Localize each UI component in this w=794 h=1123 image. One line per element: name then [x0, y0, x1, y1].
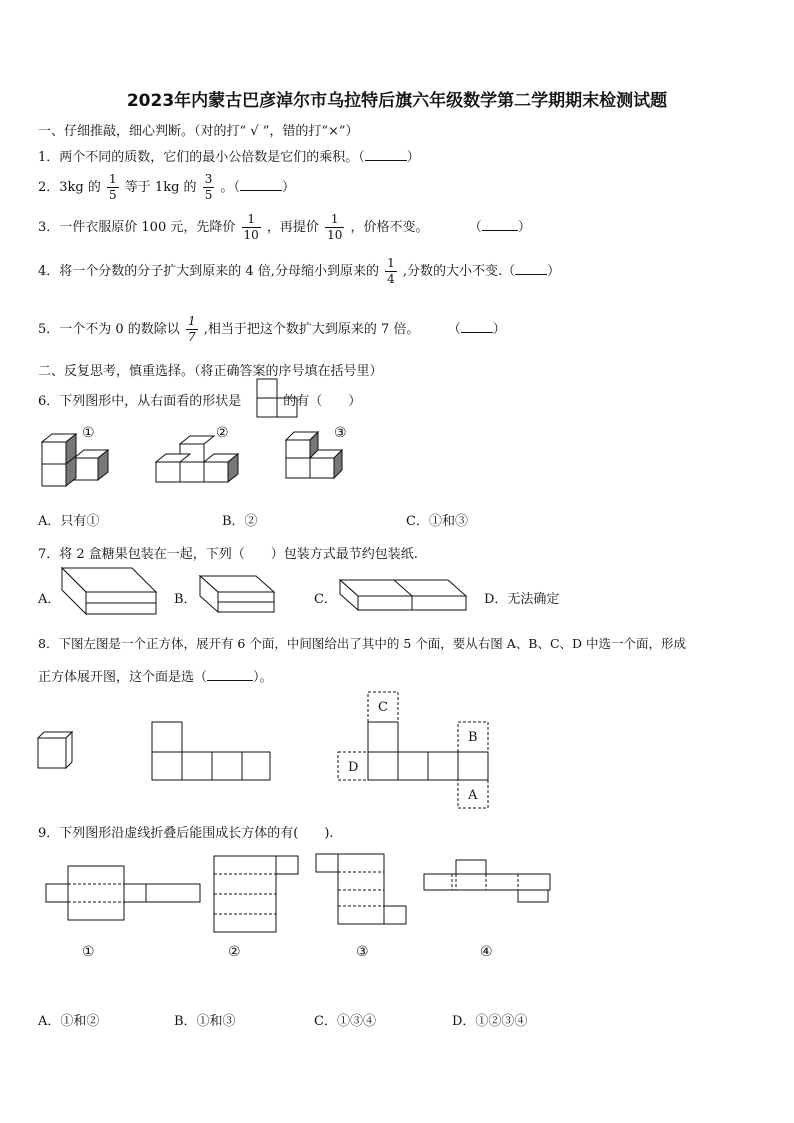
question-8-line-2: 正方体展开图，这个面是选（ ）。: [38, 670, 273, 685]
question-1: 1．两个不同的质数，它们的最小公倍数是它们的乘积。（ ）: [38, 150, 420, 165]
q9-option-b[interactable]: B．①和③: [174, 1014, 236, 1029]
face-label-a[interactable]: A: [468, 788, 478, 803]
question-9-stem: 9．下列图形沿虚线折叠后能围成长方体的有( ).: [38, 826, 334, 841]
mark-1: ①: [82, 425, 95, 441]
answer-blank[interactable]: [365, 160, 407, 161]
package-b: [198, 574, 278, 616]
question-8-line-1: 8．下图左图是一个正方体，展开有 6 个面，中间图给出了其中的 5 个面，要从右图 A、B、C、D 中选一个面，形成: [38, 636, 687, 651]
question-4: 4．将一个分数的分子扩大到原来的 4 倍,分母缩小到原来的 $\frac{1}{4}$ ,分数的大小不变.（ ）: [38, 256, 561, 286]
q7-option-a[interactable]: A．: [38, 592, 61, 607]
question-7-stem: 7．将 2 盒糖果包装在一起，下列（ ）包装方式最节约包装纸.: [38, 547, 418, 562]
q9-option-a[interactable]: A．①和②: [38, 1014, 100, 1029]
page-title: 2023年内蒙古巴彦淖尔市乌拉特后旗六年级数学第二学期期末检测试题: [126, 91, 668, 111]
q9-option-d[interactable]: D．①②③④: [452, 1014, 528, 1029]
question-2: 2．3kg 的 $\frac{1}{5}$ 等于 1kg 的 $\frac{3}{5}$ 。（ ）: [38, 172, 295, 202]
mark-1: ①: [82, 944, 95, 960]
question-5: 5．一个不为 0 的数除以 $\frac{1}{7}$ ,相当于把这个数扩大到原来的 7 倍。 （ ）: [38, 314, 506, 344]
q1-text: 1．两个不同的质数，它们的最小公倍数是它们的乘积。（: [38, 150, 365, 165]
face-label-b[interactable]: B: [468, 730, 478, 745]
question-3: 3．一件衣服原价 100 元，先降价 $\frac{1}{10}$ ，再提价 $\frac{1}{10}$ ，价格不变。 （ ）: [38, 212, 531, 242]
q7-option-b[interactable]: B．: [174, 592, 197, 607]
mark-2: ②: [216, 425, 229, 441]
answer-blank[interactable]: [240, 190, 282, 191]
q9-option-c[interactable]: C．①③④: [314, 1014, 376, 1029]
answer-blank[interactable]: [461, 332, 493, 333]
face-label-c[interactable]: C: [378, 700, 388, 715]
mark-2: ②: [228, 944, 241, 960]
cube-figure-2: [152, 430, 244, 486]
fraction-1-7: $\frac{1}{7}$: [187, 314, 196, 344]
q6-option-c[interactable]: C．①和③: [406, 514, 468, 529]
mark-4: ④: [480, 944, 493, 960]
section-1-heading: 一、仔细推敲，细心判断。（对的打“ √ ”，错的打“×”）: [38, 124, 359, 139]
fraction-1-5: $\frac{1}{5}$: [109, 172, 117, 202]
right-view-shape: [256, 378, 300, 418]
face-label-d[interactable]: D: [348, 760, 359, 775]
mark-3: ③: [356, 944, 369, 960]
fraction-1-10: $\frac{1}{10}$: [243, 212, 259, 242]
answer-blank[interactable]: [482, 230, 518, 231]
net-figure-3: [314, 852, 410, 928]
section-2-heading: 二、反复思考，慎重选择。（将正确答案的序号填在括号里）: [38, 364, 383, 379]
question-6-stem: 6．下列图形中，从右面看的形状是 的有（ ）: [38, 394, 362, 409]
fraction-1-10: $\frac{1}{10}$: [327, 212, 343, 242]
net-figure-1: [44, 862, 204, 924]
q7-option-d[interactable]: D．无法确定: [484, 592, 560, 607]
cube-figure-1: [38, 426, 118, 490]
answer-blank[interactable]: [207, 680, 253, 681]
q7-option-c[interactable]: C．: [314, 592, 337, 607]
answer-blank[interactable]: [515, 274, 547, 275]
q6-option-b[interactable]: B．②: [222, 514, 258, 529]
fraction-1-4: $\frac{1}{4}$: [387, 256, 395, 286]
mark-3: ③: [334, 425, 347, 441]
package-a: [60, 566, 160, 622]
fraction-3-5: $\frac{3}{5}$: [204, 172, 213, 202]
q6-option-a[interactable]: A．只有①: [38, 514, 100, 529]
partial-net: [150, 720, 274, 784]
net-figure-4: [422, 856, 554, 906]
cube-drawing: [36, 730, 78, 772]
net-figure-2: [210, 854, 304, 936]
package-c: [338, 578, 470, 614]
